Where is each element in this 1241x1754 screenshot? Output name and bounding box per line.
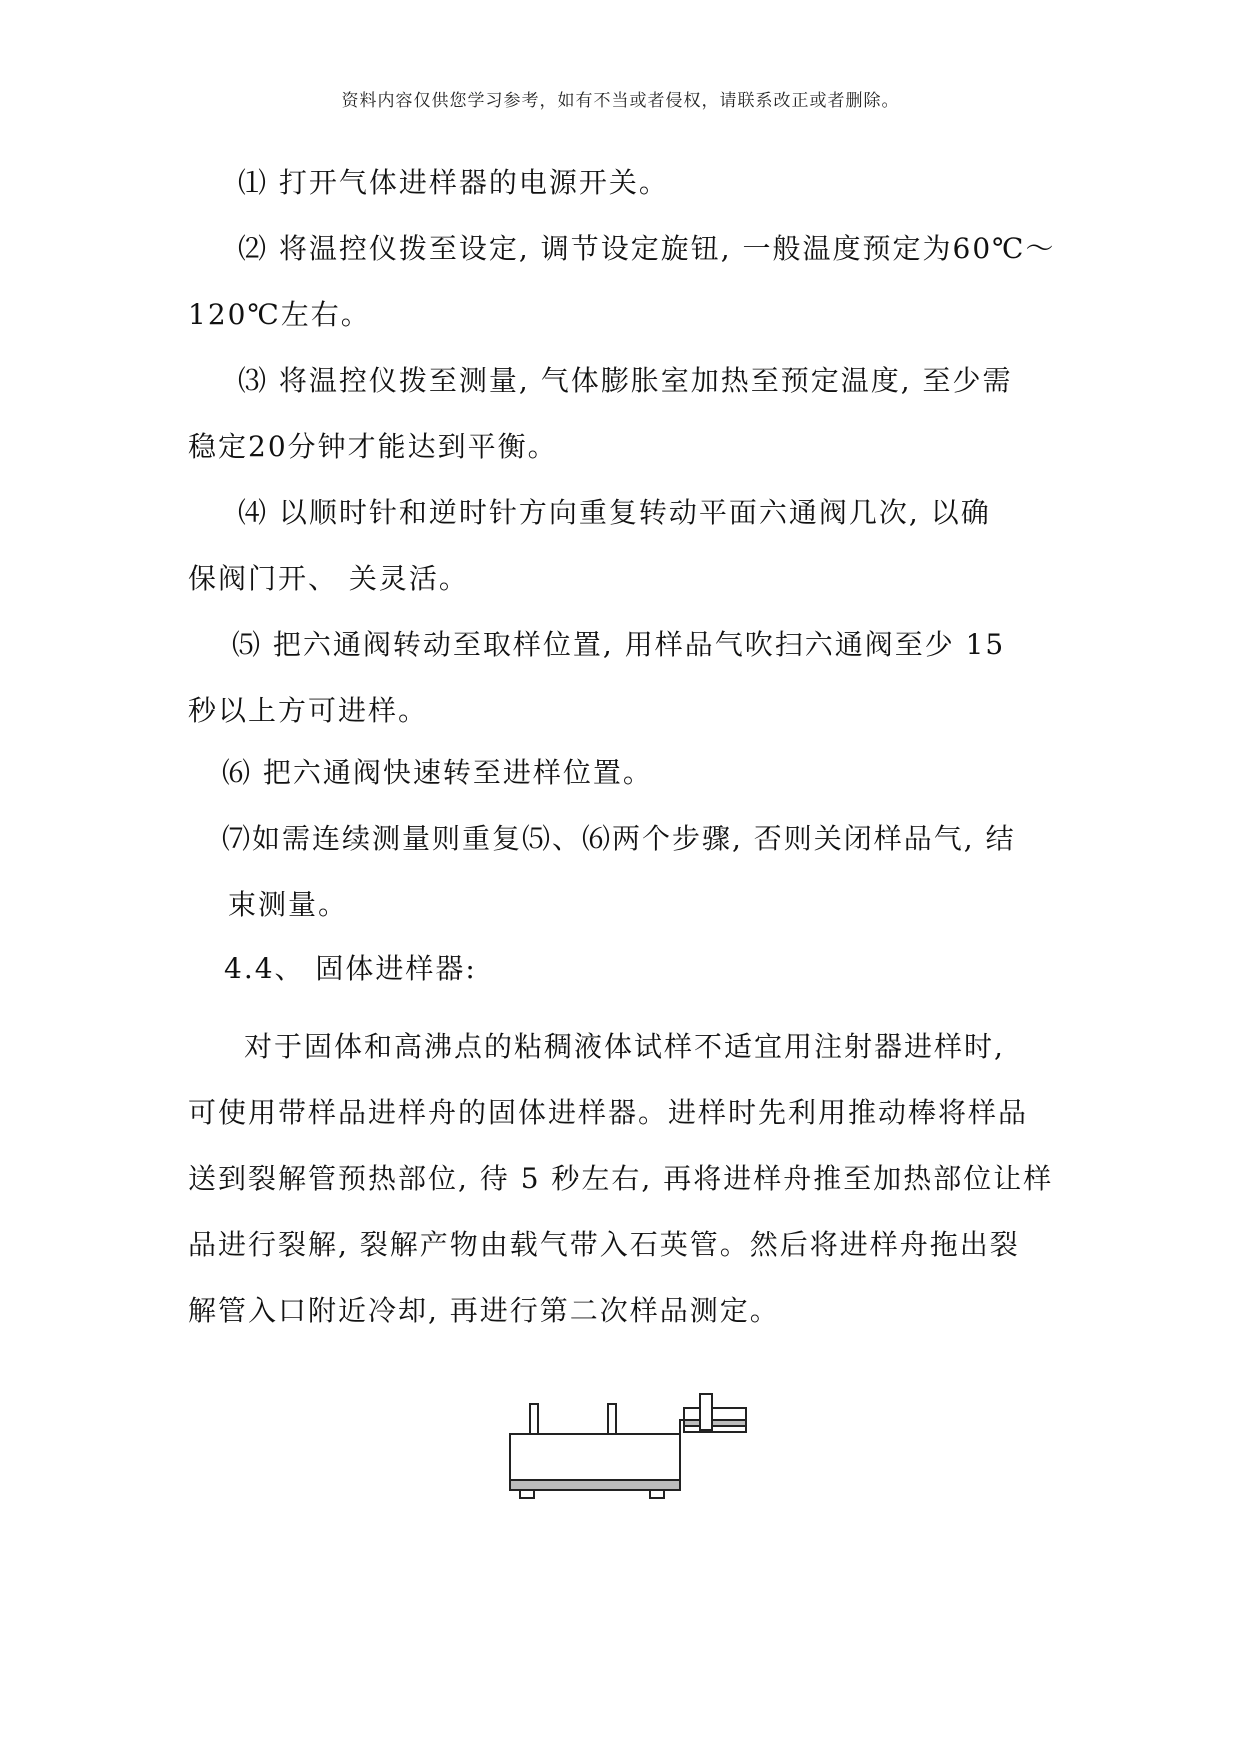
step-5-continuation: 秒以上方可进样。 (188, 694, 429, 727)
step-1-line: ⑴ 打开气体进样器的电源开关。 (238, 166, 669, 199)
step-6-line: ⑹ 把六通阀快速转至进样位置。 (222, 756, 653, 789)
solid-sampler-diagram (500, 1390, 760, 1520)
section-heading-4-4: 4.4、 固体进样器: (224, 952, 477, 985)
step-5-line: ⑸ 把六通阀转动至取样位置, 用样品气吹扫六通阀至少 15 (232, 628, 1006, 661)
sampler-post-left (530, 1404, 538, 1434)
paragraph-line-4: 品进行裂解, 裂解产物由载气带入石英管。然后将进样舟拖出裂 (188, 1228, 1020, 1261)
step-4-continuation: 保阀门开、 关灵活。 (188, 562, 469, 595)
step-4-line: ⑷ 以顺时针和逆时针方向重复转动平面六通阀几次, 以确 (238, 496, 991, 529)
paragraph-line-5: 解管入口附近冷却, 再进行第二次样品测定。 (188, 1294, 780, 1327)
step-2-line: ⑵ 将温控仪拨至设定, 调节设定旋钮, 一般温度预定为60℃～ (238, 232, 1056, 265)
page-header-disclaimer: 资料内容仅供您学习参考，如有不当或者侵权，请联系改正或者删除。 (341, 91, 900, 111)
step-3-continuation: 稳定20分钟才能达到平衡。 (188, 430, 558, 463)
paragraph-line-1: 对于固体和高沸点的粘稠液体试样不适宜用注射器进样时, (244, 1030, 1005, 1063)
step-7-line: ⑺如需连续测量则重复⑸、⑹两个步骤, 否则关闭样品气, 结 (222, 822, 1016, 855)
sampler-body (510, 1434, 680, 1480)
sampler-base-strip (510, 1480, 680, 1490)
step-3-line: ⑶ 将温控仪拨至测量, 气体膨胀室加热至预定温度, 至少需 (238, 364, 1013, 397)
push-rod-band (684, 1420, 746, 1426)
step-2-continuation: 120℃左右。 (188, 298, 371, 331)
sampler-post-middle (608, 1404, 616, 1434)
push-rod-handle (700, 1394, 712, 1430)
sampler-foot-left (520, 1490, 534, 1498)
paragraph-line-2: 可使用带样品进样舟的固体进样器。进样时先利用推动棒将样品 (188, 1096, 1029, 1129)
paragraph-line-3: 送到裂解管预热部位, 待 5 秒左右, 再将进样舟推至加热部位让样 (188, 1162, 1054, 1195)
step-7-continuation: 束测量。 (228, 888, 349, 921)
sampler-foot-right (650, 1490, 664, 1498)
